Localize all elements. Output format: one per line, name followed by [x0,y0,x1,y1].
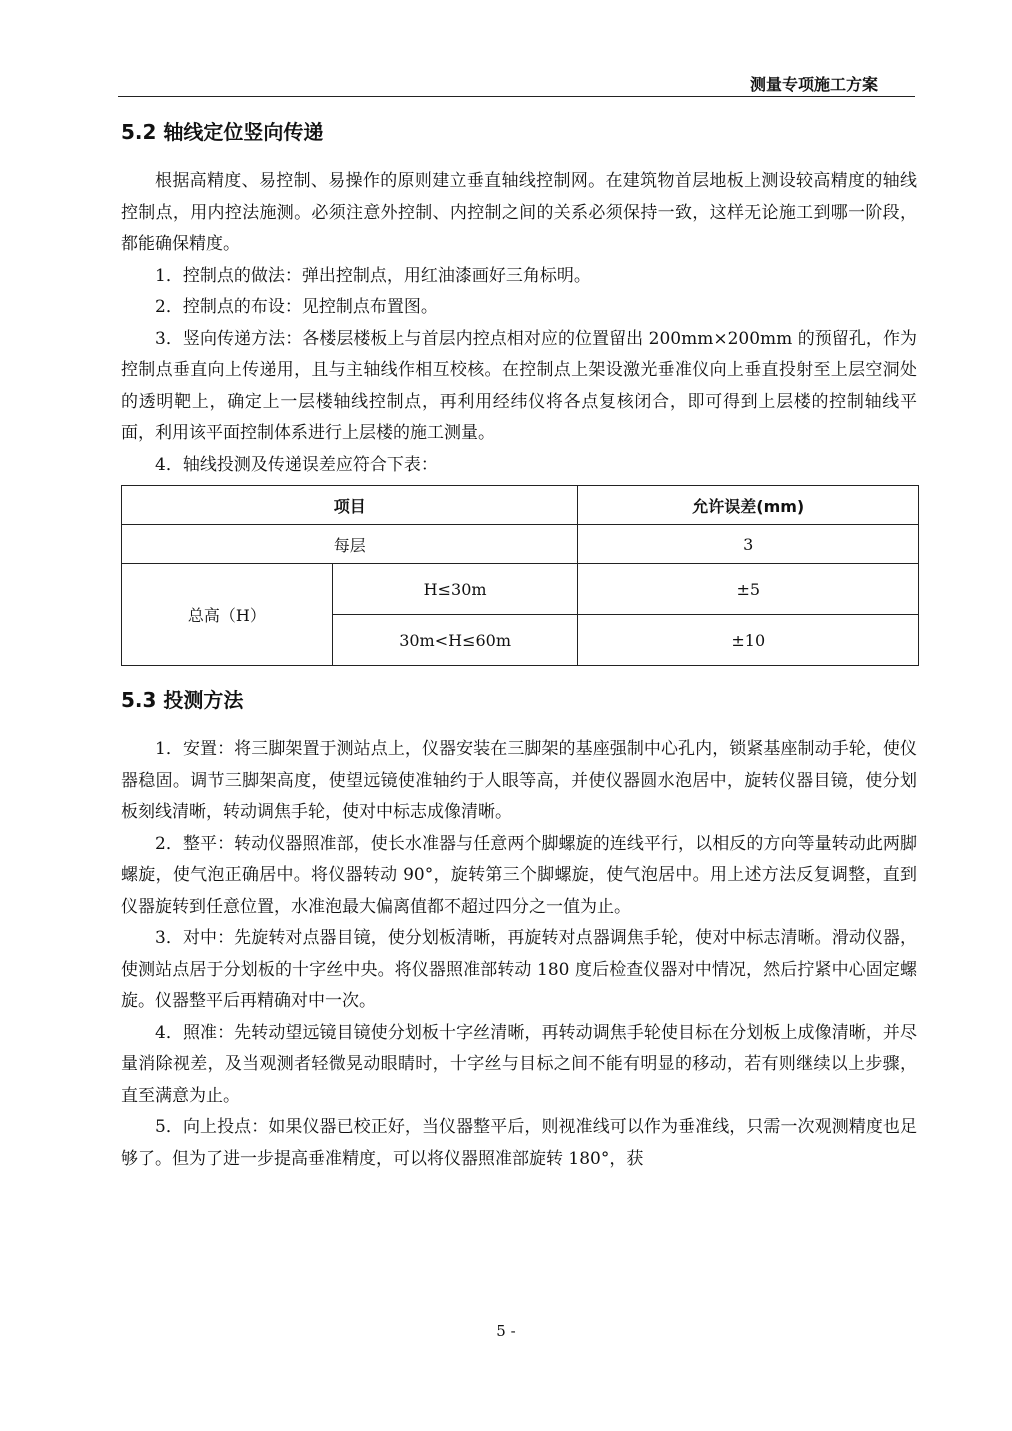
table-header-tolerance: 允许误差(mm) [578,486,919,525]
header-divider [118,96,915,97]
table-row [122,525,919,564]
paragraph-item-3: 3．竖向传递方法：各楼层楼板上与首层内控点相对应的位置留出 200mm×200mm 的预留孔，作为控制点垂直向上传递用，且与主轴线作相互校核。在控制点上架设激光垂准仪向上垂直投射至上层空洞处的透明靶上，确定上一层楼轴线控制点，再利用经纬仪将各点复核闭合，即可得到上层楼的控制轴线平面，利用该平面控制体系进行上层楼的施工测量。 [121,328,917,443]
table-header-item: 项目 [122,486,578,525]
paragraph-step-1: 1．安置：将三脚架置于测站点上，仪器安装在三脚架的基座强制中心孔内，锁紧基座制动手轮，使仪器稳固。调节三脚架高度，使望远镜使准轴约于人眼等高，并使仪器圆水泡居中，旋转仪器目镜，使分划板刻线清晰，转动调焦手轮，使对中标志成像清晰。 [121,739,917,822]
table-cell-value-1: ±5 [578,564,919,615]
page-number: 5 - [496,1322,516,1340]
paragraph-item-4: 4．轴线投测及传递误差应符合下表： [155,454,438,475]
section-heading-5-2: 5.2 轴线定位竖向传递 [121,120,324,144]
paragraph-step-2: 2．整平：转动仪器照准部，使长水准器与任意两个脚螺旋的连线平行，以相反的方向等量转动此两脚螺旋，使气泡正确居中。将仪器转动 90°，旋转第三个脚螺旋，使气泡居中。用上述方法反复调整，直到仪器旋转到任意位置，水准泡最大偏离值都不超过四分之一值为止。 [121,833,917,917]
paragraph-intro: 根据高精度、易控制、易操作的原则建立垂直轴线控制网。在建筑物首层地板上测设较高精度的轴线控制点，用内控法施测。必须注意外控制、内控制之间的关系必须保持一致，这样无论施工到哪一阶段，都能确保精度。 [121,171,917,254]
table-cell-total-height: 总高（H） [122,564,333,666]
table-cell-value-2: ±10 [578,615,919,666]
paragraph-step-4: 4．照准：先转动望远镜目镜使分划板十字丝清晰，再转动调焦手轮使目标在分划板上成像清晰，并尽量消除视差，及当观测者轻微晃动眼睛时，十字丝与目标之间不能有明显的移动，若有则继续以上步骤，直至满意为止。 [121,1022,917,1106]
page-body [121,112,917,1175]
tolerance-table [121,485,919,666]
paragraph-item-2: 2．控制点的布设：见控制点布置图。 [155,297,438,317]
table-cell-each-floor-value: 3 [578,525,919,564]
paragraph-item-1: 1．控制点的做法：弹出控制点，用红油漆画好三角标明。 [155,265,591,286]
section-heading-5-3: 5.3 投测方法 [121,688,244,712]
table-header-row [122,486,919,525]
paragraph-step-5: 5．向上投点：如果仪器已校正好，当仪器整平后，则视准线可以作为垂准线，只需一次观测精度也足够了。但为了进一步提高垂准精度，可以将仪器照准部旋转 180°，获 [121,1117,917,1169]
document-header-title: 测量专项施工方案 [749,75,878,94]
paragraph-step-3: 3．对中：先旋转对点器目镜，使分划板清晰，再旋转对点器调焦手轮，使对中标志清晰。滑动仪器，使测站点居于分划板的十字丝中央。将仪器照准部转动 180 度后检查仪器对中情况，然后拧紧中心固定螺旋。仪器整平后再精确对中一次。 [121,928,917,1011]
table-cell-each-floor: 每层 [122,525,578,564]
table-cell-range-1: H≤30m [332,564,578,615]
table-row [122,564,919,615]
table-cell-range-2: 30m<H≤60m [332,615,578,666]
